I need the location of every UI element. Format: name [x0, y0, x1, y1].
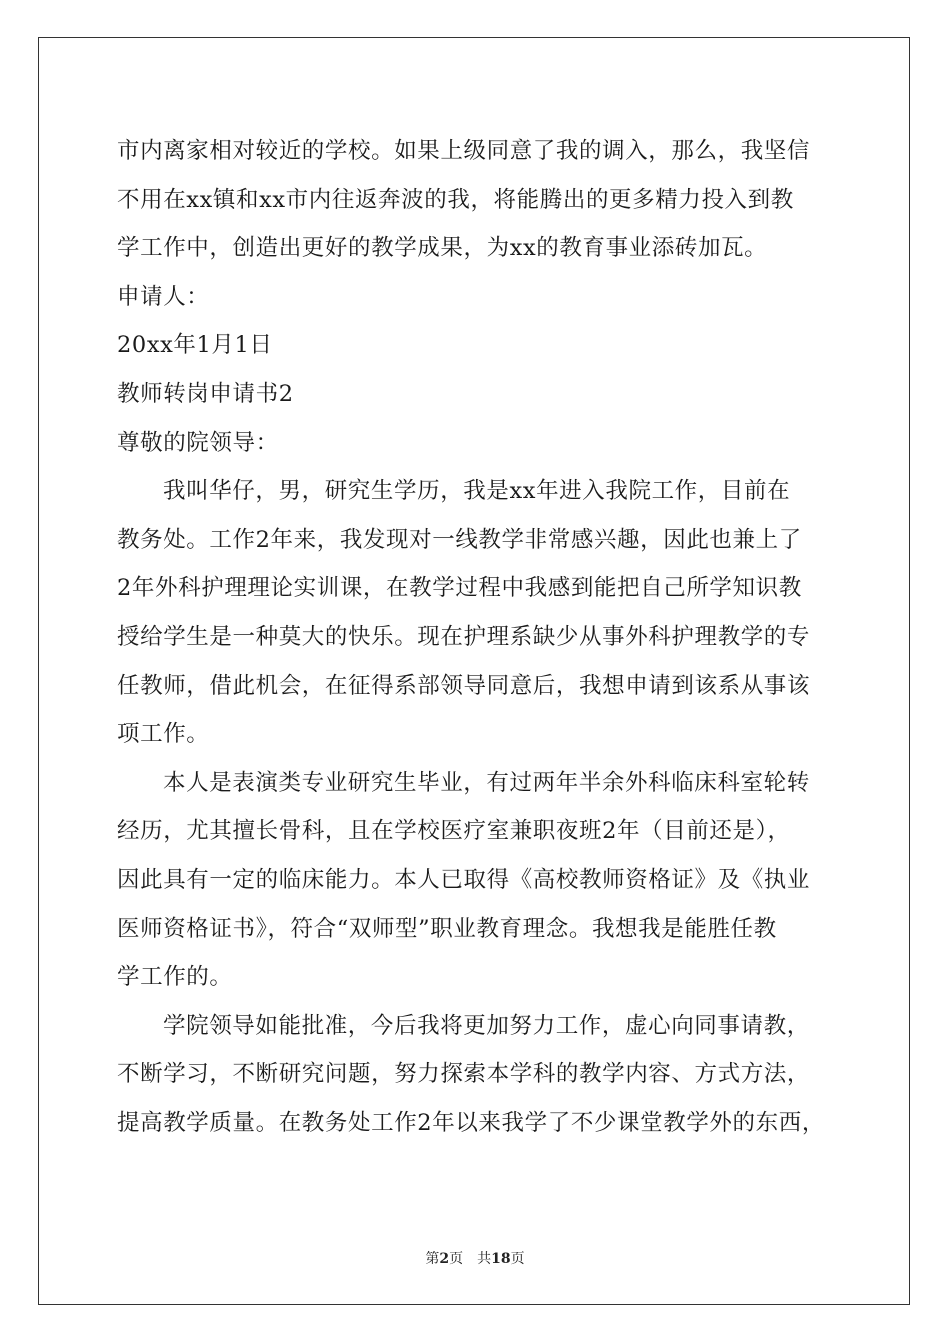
text-line: 任教师，借此机会，在征得系部领导同意后，我想申请到该系从事该 [117, 672, 811, 699]
text-line: 教务处。工作2年来，我发现对一线教学非常感兴趣，因此也兼上了 [117, 526, 802, 553]
text-line: 医师资格证书》，符合“双师型”职业教育理念。我想我是能胜任教 [117, 915, 777, 942]
text-line: 项工作。 [117, 721, 210, 748]
text-line: 不断学习，不断研究问题，努力探索本学科的教学内容、方式方法， [117, 1061, 811, 1088]
text-line: 2年外科护理理论实训课，在教学过程中我感到能把自己所学知识教 [117, 575, 802, 602]
footer-page-current: 2 [439, 1251, 450, 1267]
footer-page-prefix: 第 [425, 1251, 440, 1267]
footer-page-suffix: 页 [449, 1251, 464, 1267]
document-body [117, 127, 837, 1147]
text-line: 教师转岗申请书2 [117, 380, 294, 407]
text-line: 经历，尤其擅长骨科，且在学校医疗室兼职夜班2年（目前还是）， [117, 818, 791, 845]
text-line: 本人是表演类专业研究生毕业，有过两年半余外科临床科室轮转 [163, 769, 810, 796]
text-line: 学院领导如能批准，今后我将更加努力工作，虚心向同事请教， [163, 1012, 810, 1039]
footer-total-suffix: 页 [510, 1251, 525, 1267]
text-line: 尊敬的院领导： [117, 429, 279, 456]
text-line: 20xx年1月1日 [117, 332, 273, 359]
text-line: 我叫华仔，男，研究生学历，我是xx年进入我院工作，目前在 [163, 478, 791, 505]
text-line: 因此具有一定的临床能力。本人已取得《高校教师资格证》及《执业 [117, 866, 811, 893]
text-line: 授给学生是一种莫大的快乐。现在护理系缺少从事外科护理教学的专 [117, 623, 811, 650]
text-line: 申请人： [117, 283, 210, 310]
text-line: 不用在xx镇和xx市内往返奔波的我，将能腾出的更多精力投入到教 [117, 186, 794, 213]
page-footer [0, 1248, 950, 1268]
text-line: 市内离家相对较近的学校。如果上级同意了我的调入，那么，我坚信 [117, 138, 811, 164]
text-line: 学工作的。 [117, 964, 233, 991]
text-line: 学工作中，创造出更好的教学成果，为xx的教育事业添砖加瓦。 [117, 235, 768, 262]
footer-total-pages: 18 [491, 1251, 511, 1267]
text-line: 提高教学质量。在教务处工作2年以来我学了不少课堂教学外的东西， [117, 1109, 825, 1136]
footer-total-prefix: 共 [477, 1251, 492, 1267]
